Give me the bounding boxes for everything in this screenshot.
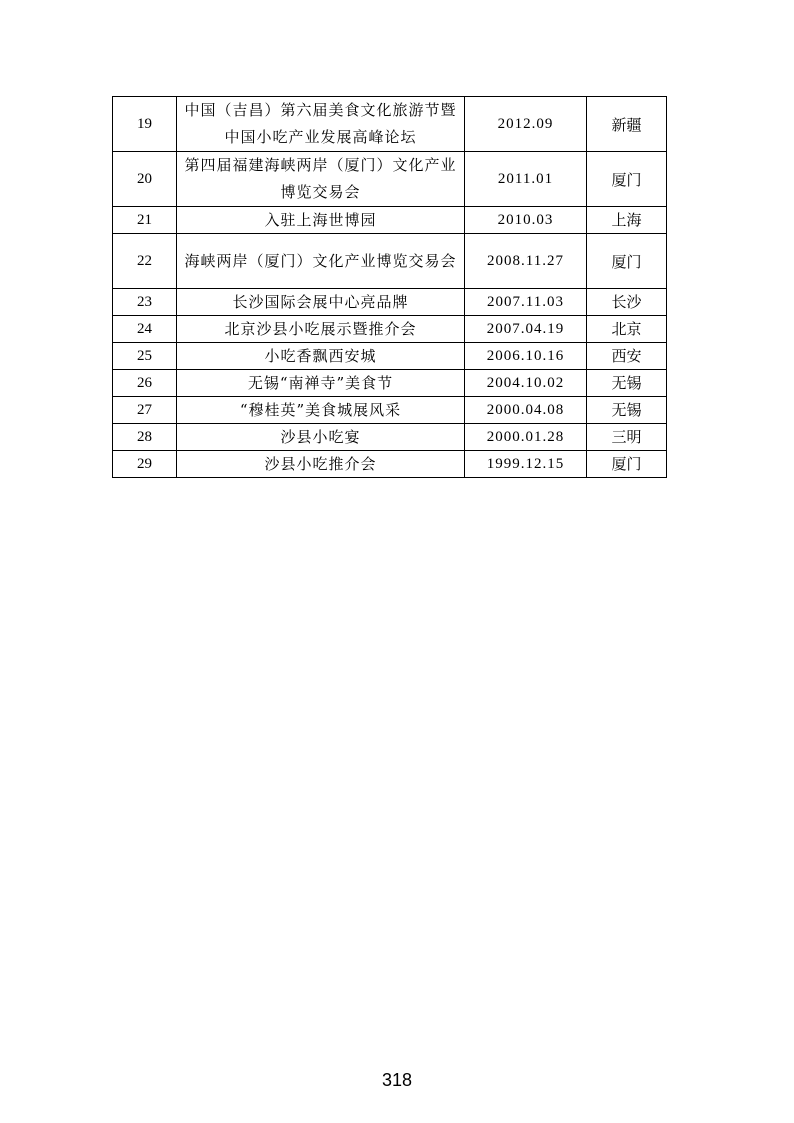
event-place: 上海 [587,207,667,234]
table-row [113,343,667,370]
row-number: 24 [113,316,177,343]
row-number: 25 [113,343,177,370]
event-date: 1999.12.15 [465,451,587,478]
table-row [113,316,667,343]
table-row [113,370,667,397]
event-place: 西安 [587,343,667,370]
event-name: “穆桂英”美食城展风采 [177,397,465,424]
event-name: 沙县小吃宴 [177,424,465,451]
row-number: 23 [113,289,177,316]
event-date: 2012.09 [465,97,587,152]
event-date: 2000.01.28 [465,424,587,451]
table-row [113,207,667,234]
table-row [113,397,667,424]
event-date: 2010.03 [465,207,587,234]
event-place: 厦门 [587,451,667,478]
row-number: 21 [113,207,177,234]
event-place: 新疆 [587,97,667,152]
row-number: 29 [113,451,177,478]
page-number: 318 [381,1070,413,1090]
row-number: 27 [113,397,177,424]
event-place: 北京 [587,316,667,343]
event-place: 三明 [587,424,667,451]
event-name: 长沙国际会展中心亮品牌 [177,289,465,316]
event-place: 无锡 [587,397,667,424]
table-row [113,97,667,152]
row-number: 19 [113,97,177,152]
event-name: 北京沙县小吃展示暨推介会 [177,316,465,343]
row-number: 22 [113,234,177,289]
row-number: 26 [113,370,177,397]
row-number: 20 [113,152,177,207]
table-row [113,451,667,478]
row-number: 28 [113,424,177,451]
event-place: 长沙 [587,289,667,316]
event-name: 小吃香飘西安城 [177,343,465,370]
event-date: 2007.11.03 [465,289,587,316]
event-place: 厦门 [587,234,667,289]
table-row [113,424,667,451]
event-place: 厦门 [587,152,667,207]
event-date: 2007.04.19 [465,316,587,343]
event-date: 2008.11.27 [465,234,587,289]
events-table [112,96,667,478]
event-date: 2006.10.16 [465,343,587,370]
event-name: 沙县小吃推介会 [177,451,465,478]
event-date: 2000.04.08 [465,397,587,424]
table-row [113,152,667,207]
event-name: 入驻上海世博园 [177,207,465,234]
event-date: 2011.01 [465,152,587,207]
event-name: 第四届福建海峡两岸（厦门）文化产业博览交易会 [177,152,465,207]
event-place: 无锡 [587,370,667,397]
event-name: 海峡两岸（厦门）文化产业博览交易会 [177,234,465,289]
table-row [113,289,667,316]
event-name: 中国（吉昌）第六届美食文化旅游节暨中国小吃产业发展高峰论坛 [177,97,465,152]
event-date: 2004.10.02 [465,370,587,397]
events-table-body [113,97,667,478]
table-row [113,234,667,289]
event-name: 无锡“南禅寺”美食节 [177,370,465,397]
